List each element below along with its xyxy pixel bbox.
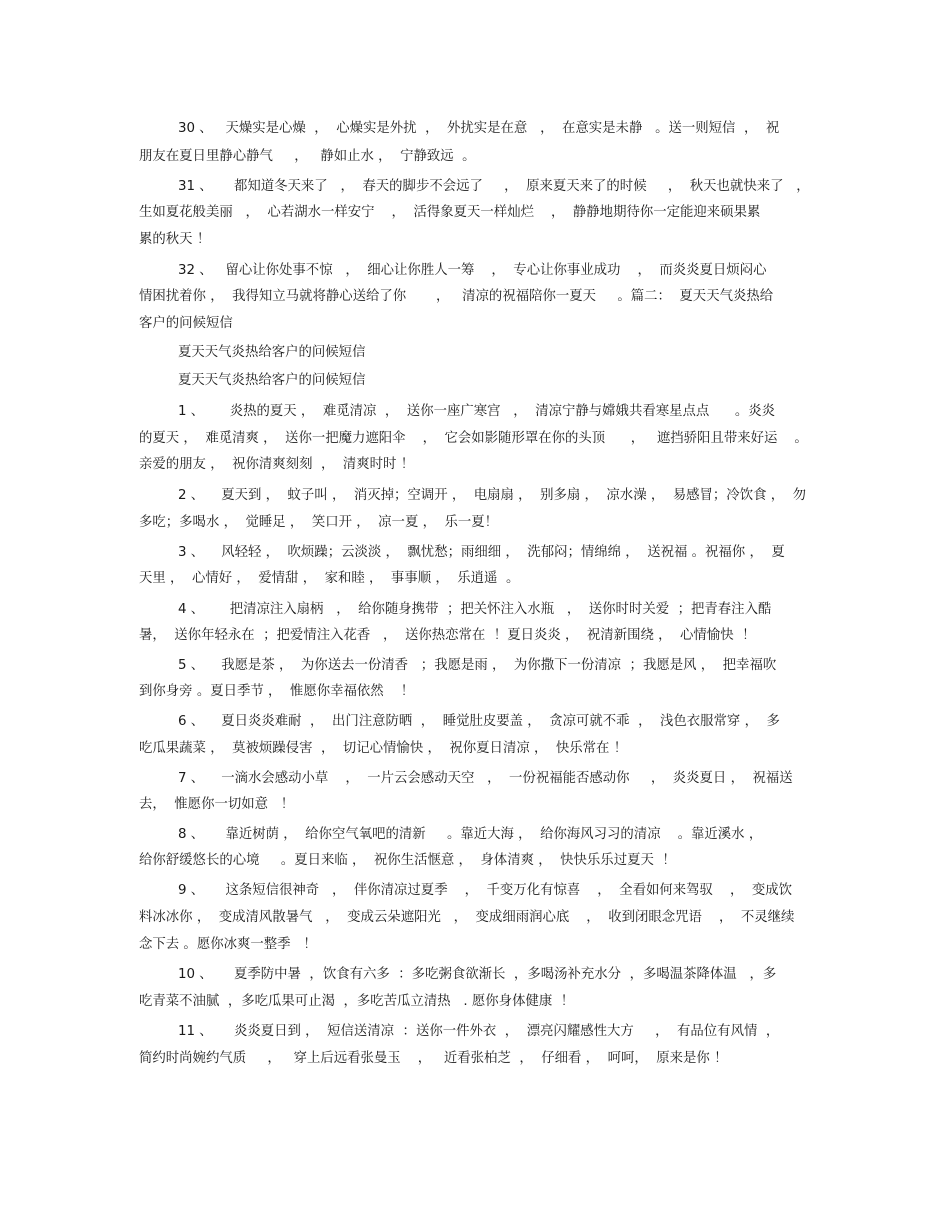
item-5-line-1: 5 、 我愿是茶 ， 为你送去一份清香 ；我愿是雨 ， 为你撒下一份清凉 ；我愿是风 ， 把幸福吹	[178, 658, 777, 673]
section-heading: 夏天天气炎热给客户的问候短信	[178, 345, 366, 360]
item-11-line-2: 简约时尚婉约气质 ， 穿上后远看张曼玉 ， 近看张柏芝 ， 仔细看 ， 呵呵， 原来是你 ！	[139, 1051, 728, 1066]
item-9-line-3: 念下去 。愿你冰爽一整季 ！	[139, 937, 317, 952]
item-30-line-2: 朋友在夏日里静心静气 ， 静如止水 ， 宁静致远 。	[139, 149, 476, 164]
item-32-line-3: 客户的问候短信	[139, 316, 233, 331]
item-7-line-1: 7 、 一滴水会感动小草 ， 一片云会感动天空 ， 一份祝福能否感动你 ， 炎炎夏日 ， 祝福送	[178, 771, 793, 786]
item-32-line-2: 情困扰着你 ， 我得知立马就将静心送给了你 ， 清凉的祝福陪你一夏天 。篇二： 夏天天气炎热给	[139, 289, 774, 304]
item-31-line-1: 31 、 都知道冬天来了 ， 春天的脚步不会远了 ， 原来夏天来了的时候 ， 秋天也就快来了 ，	[178, 179, 810, 194]
item-8-line-1: 8 、 靠近树荫 ， 给你空气氧吧的清新 。靠近大海 ， 给你海风习习的清凉 。靠近溪水 ，	[178, 827, 763, 842]
item-32-line-1: 32 、 留心让你处事不惊 ， 细心让你胜人一筹 ， 专心让你事业成功 ， 而炎炎夏日烦闷心	[178, 263, 767, 278]
item-31-line-2: 生如夏花般美丽 ， 心若湖水一样安宁 ， 活得象夏天一样灿烂 ， 静静地期待你一定能迎来硕果累	[139, 205, 761, 220]
item-3-line-2: 天里 ， 心情好 ， 爱情甜 ， 家和睦 ， 事事顺 ， 乐逍遥 。	[139, 571, 520, 586]
section-heading-repeat: 夏天天气炎热给客户的问候短信	[178, 373, 366, 388]
item-7-line-2: 去， 惟愿你一切如意 ！	[139, 797, 295, 812]
item-10-line-2: 吃青菜不油腻 ，多吃瓜果可止渴 ，多吃苦瓜立清热 . 愿你身体健康 ！	[139, 994, 575, 1009]
item-30-line-1: 30 、 天燥实是心燥 ， 心燥实是外扰 ， 外扰实是在意 ， 在意实是未静 。送一则短信 ， 祝	[178, 121, 780, 136]
item-2-line-2: 多吃；多喝水 ， 觉睡足 ， 笑口开 ， 凉一夏 ， 乐一夏！	[139, 515, 499, 530]
item-31-line-3: 累的秋天 ！	[139, 232, 211, 247]
item-4-line-1: 4 、 把清凉注入扇柄 ， 给你随身携带 ；把关怀注入水瓶 ， 送你时时关爱 ；把青春注入酷	[178, 602, 772, 617]
item-1-line-1: 1 、 炎热的夏天 ， 难觅清凉 ， 送你一座广寒宫 ， 清凉宁静与嫦娥共看寒星点点 。炎炎	[178, 404, 775, 419]
item-11-line-1: 11 、 炎炎夏日到 ， 短信送清凉 ：送你一件外衣 ， 漂亮闪耀感性大方 ， 有品位有风情 ，	[178, 1024, 780, 1039]
item-9-line-1: 9 、 这条短信很神奇 ， 伴你清凉过夏季 ， 千变万化有惊喜 ， 全看如何来驾驭 ， 变成饮	[178, 883, 793, 898]
item-3-line-1: 3 、 风轻轻 ， 吹烦躁；云淡淡 ， 飘忧愁；雨细细 ， 洗郁闷；情绵绵 ， 送祝福 。祝福你 ， 夏	[178, 545, 785, 560]
item-1-line-2: 的夏天 ， 难觅清爽 ， 送你一把魔力遮阳伞 ， 它会如影随形罩在你的头顶 ， 遮挡骄阳且带来好运 。	[139, 431, 808, 446]
item-9-line-2: 料冰冰你 ， 变成清风散暑气 ， 变成云朵遮阳光 ， 变成细雨润心底 ， 收到闭眼念咒语 ， 不灵继续	[139, 910, 795, 925]
item-2-line-1: 2 、 夏天到 ， 蚊子叫 ， 消灭掉；空调开 ， 电扇扇 ， 别多扇 ， 凉水澡 ， 易感冒；冷饮食 ， 勿	[178, 488, 807, 503]
item-6-line-2: 吃瓜果蔬菜 ， 莫被烦躁侵害 ， 切记心情愉快 ， 祝你夏日清凉 ， 快乐常在 ！	[139, 741, 628, 756]
item-4-line-2: 暑， 送你年轻永在 ；把爱情注入花香 ， 送你热恋常在 ！夏日炎炎 ， 祝清新围绕 ， 心情愉快 ！	[139, 628, 756, 643]
item-10-line-1: 10 、 夏季防中暑 ，饮食有六多 ：多吃粥食欲渐长 ，多喝汤补充水分 ，多喝温茶降体温 ，多	[178, 967, 777, 982]
item-8-line-2: 给你舒缓悠长的心境 。夏日来临 ， 祝你生活惬意 ， 身体清爽 ， 快快乐乐过夏天 ！	[139, 853, 676, 868]
item-6-line-1: 6 、 夏日炎炎难耐 ， 出门注意防晒 ， 睡觉肚皮要盖 ， 贪凉可就不乖 ， 浅色衣服常穿 ， 多	[178, 714, 780, 729]
item-1-line-3: 亲爱的朋友 ， 祝你清爽刻刻 ， 清爽时时 ！	[139, 457, 415, 472]
item-5-line-2: 到你身旁 。夏日季节 ， 惟愿你幸福依然 ！	[139, 684, 415, 699]
